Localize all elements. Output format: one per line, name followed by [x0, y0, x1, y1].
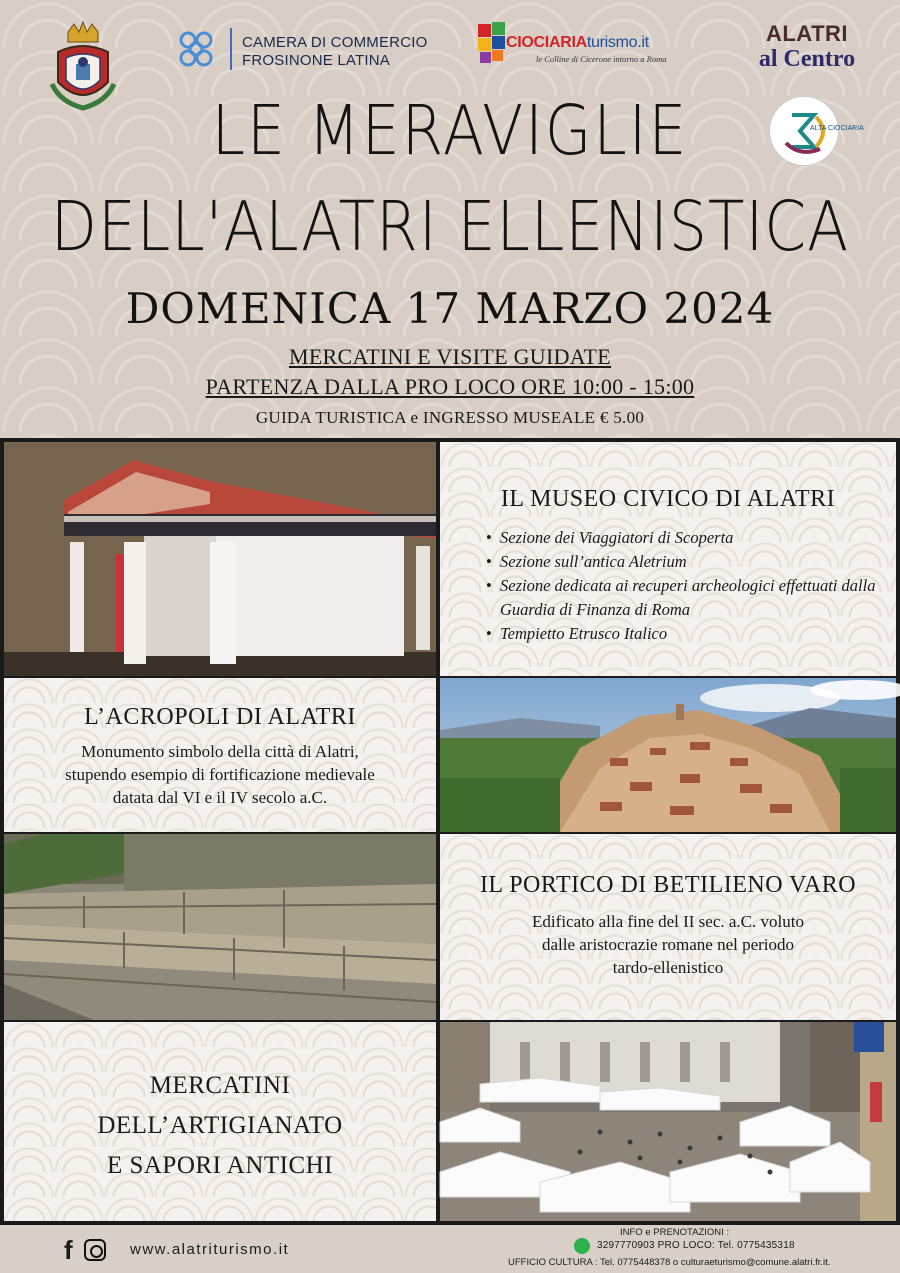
ciociaria-word-a: CIOCIARIA [506, 34, 587, 51]
portico-description [440, 910, 896, 979]
camera-divider [230, 28, 232, 70]
alatri-logo-line-1: ALATRI [765, 21, 849, 46]
content-grid [0, 438, 900, 1225]
acropoli-line-2: stupendo esempio di fortificazione medievale [65, 765, 375, 784]
museum-title: IL MUSEO CIVICO DI ALATRI [500, 486, 836, 512]
museum-sections-list [486, 526, 886, 646]
subtitle-markets: MERCATINI E VISITE GUIDATE [288, 344, 612, 369]
whatsapp-icon [574, 1238, 590, 1254]
poster-title-line-2: DELL'ALATRI ELLENISTICA [50, 186, 850, 268]
subtitle-price: GUIDA TURISTICA e INGRESSO MUSEALE € 5.00 [255, 408, 645, 427]
list-item: • Sezione dedicata ai recuperi archeologici effettuati dalla Guardia di Finanza di Roma [486, 574, 886, 622]
poster-footer [0, 1225, 900, 1273]
photo-portico-walls [4, 834, 436, 1020]
instagram-icon[interactable] [84, 1239, 106, 1261]
camera-line-1: CAMERA DI COMMERCIO [242, 34, 428, 51]
portico-line-2: dalle aristocrazie romane nel periodo [541, 935, 795, 954]
acropoli-description [4, 740, 436, 809]
mercatini-line-2: DELL’ARTIGIANATO [97, 1112, 343, 1139]
list-item: • Sezione sull’antica Aletrium [486, 550, 886, 574]
mercatini-title [4, 1066, 436, 1186]
mercatini-line-3: E SAPORI ANTICHI [106, 1152, 334, 1179]
camera-line-2: FROSINONE LATINA [242, 52, 390, 69]
acropoli-line-1: Monumento simbolo della città di Alatri, [81, 742, 359, 761]
portico-panel [440, 834, 896, 1020]
ciociaria-wordmark [506, 34, 649, 52]
website-link[interactable]: www.alatriturismo.it [130, 1241, 290, 1258]
photo-alatri-town [440, 678, 896, 832]
portico-title: IL PORTICO DI BETILIENO VARO [479, 872, 857, 898]
museum-panel [440, 442, 896, 676]
subtitle-departure: PARTENZA DALLA PRO LOCO ORE 10:00 - 15:00 [205, 374, 695, 399]
ciociaria-word-b: turismo.it [586, 34, 649, 51]
alatri-al-centro-logo [742, 22, 872, 82]
alatri-logo-line-2: al Centro [758, 46, 856, 72]
contacts-line-1: 3297770903 PRO LOCO: Tel. 0775435318 [597, 1240, 795, 1251]
ciociaria-tagline: le Colline di Cicerone intorno a Roma [536, 54, 667, 64]
portico-line-3: tardo-ellenistico [612, 958, 724, 977]
mercatini-panel [4, 1022, 436, 1221]
facebook-icon[interactable]: f [64, 1235, 73, 1265]
photo-market-square [440, 1022, 896, 1221]
photo-etruscan-temple [4, 442, 436, 676]
contacts-line-2: UFFICIO CULTURA : Tel. 0775448378 o culturaeturismo@comune.alatri.fr.it. [508, 1257, 831, 1268]
list-item: • Tempietto Etrusco Italico [486, 622, 886, 646]
ciociaria-turismo-logo [476, 20, 686, 72]
poster-header [0, 0, 900, 440]
portico-line-1: Edificato alla fine del II sec. a.C. voluto [532, 912, 804, 931]
camera-commercio-logo [172, 22, 432, 78]
event-date: DOMENICA 17 MARZO 2024 [125, 284, 775, 333]
mercatini-line-1: MERCATINI [149, 1072, 291, 1099]
acropoli-title: L’ACROPOLI DI ALATRI [84, 704, 356, 730]
list-item: • Sezione dei Viaggiatori di Scoperta [486, 526, 886, 550]
camera-commercio-mark-icon [172, 26, 220, 74]
info-heading: INFO e PRENOTAZIONI : [620, 1227, 730, 1238]
acropoli-panel [4, 678, 436, 832]
acropoli-line-3: datata dal VI e il IV secolo a.C. [112, 788, 328, 807]
poster-title-line-1: LE MERAVIGLIE [211, 90, 689, 172]
alta-ciociaria-text: ALTA CIOCIARIA [810, 125, 864, 132]
